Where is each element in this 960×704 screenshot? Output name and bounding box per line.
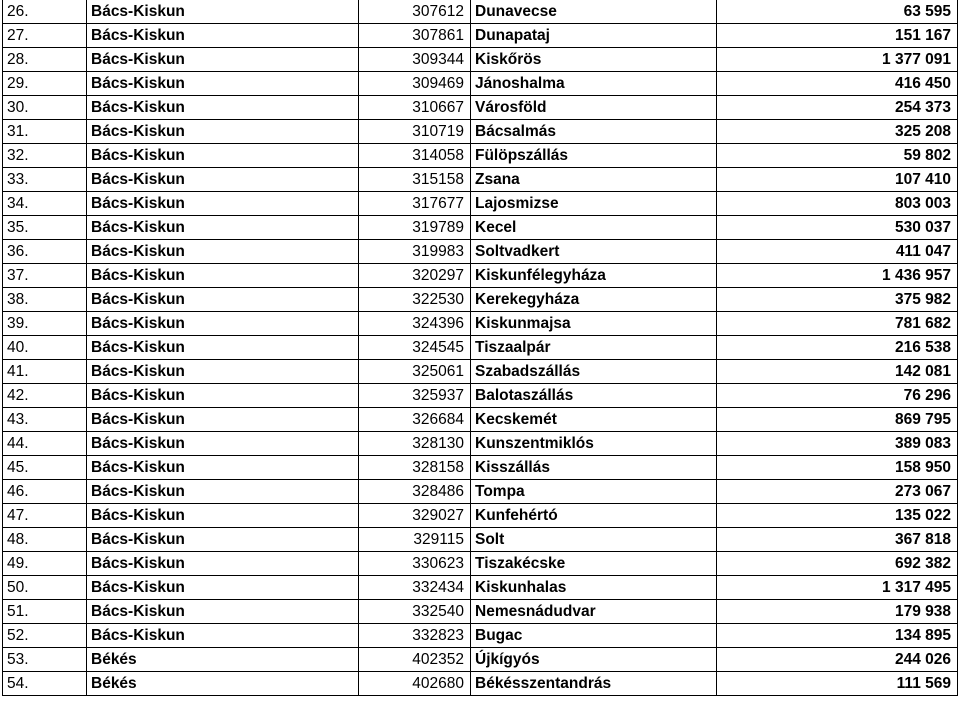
value-cell: 416 450 — [717, 72, 958, 96]
row-number-cell: 36. — [3, 240, 87, 264]
table-row — [3, 168, 958, 192]
settlement-name-cell: Tiszakécske — [471, 552, 717, 576]
settlement-code-cell: 319983 — [359, 240, 471, 264]
county-cell: Bács-Kiskun — [87, 144, 359, 168]
county-cell: Bács-Kiskun — [87, 288, 359, 312]
county-cell: Bács-Kiskun — [87, 336, 359, 360]
settlement-code-cell: 309344 — [359, 48, 471, 72]
value-cell: 107 410 — [717, 168, 958, 192]
value-cell: 1 377 091 — [717, 48, 958, 72]
settlement-name-cell: Balotaszállás — [471, 384, 717, 408]
settlement-code-cell: 332823 — [359, 624, 471, 648]
settlement-name-cell: Solt — [471, 528, 717, 552]
county-cell: Bács-Kiskun — [87, 264, 359, 288]
county-cell: Bács-Kiskun — [87, 576, 359, 600]
table-row — [3, 624, 958, 648]
row-number-cell: 37. — [3, 264, 87, 288]
table-row — [3, 576, 958, 600]
settlement-name-cell: Szabadszállás — [471, 360, 717, 384]
table-row — [3, 0, 958, 24]
row-number-cell: 29. — [3, 72, 87, 96]
table-row — [3, 96, 958, 120]
settlement-code-cell: 329115 — [359, 528, 471, 552]
county-cell: Bács-Kiskun — [87, 72, 359, 96]
settlement-code-cell: 328486 — [359, 480, 471, 504]
county-cell: Békés — [87, 672, 359, 696]
value-cell: 76 296 — [717, 384, 958, 408]
value-cell: 1 436 957 — [717, 264, 958, 288]
settlement-name-cell: Soltvadkert — [471, 240, 717, 264]
table-row — [3, 216, 958, 240]
settlement-name-cell: Kiskőrös — [471, 48, 717, 72]
settlement-code-cell: 326684 — [359, 408, 471, 432]
row-number-cell: 48. — [3, 528, 87, 552]
table-row — [3, 528, 958, 552]
table-row — [3, 384, 958, 408]
table-row — [3, 480, 958, 504]
county-cell: Bács-Kiskun — [87, 120, 359, 144]
settlement-code-cell: 325937 — [359, 384, 471, 408]
row-number-cell: 39. — [3, 312, 87, 336]
row-number-cell: 44. — [3, 432, 87, 456]
county-cell: Bács-Kiskun — [87, 408, 359, 432]
row-number-cell: 46. — [3, 480, 87, 504]
county-cell: Bács-Kiskun — [87, 192, 359, 216]
settlement-code-cell: 324396 — [359, 312, 471, 336]
settlement-name-cell: Lajosmizse — [471, 192, 717, 216]
county-cell: Bács-Kiskun — [87, 216, 359, 240]
settlement-code-cell: 317677 — [359, 192, 471, 216]
settlement-code-cell: 307612 — [359, 0, 471, 24]
row-number-cell: 49. — [3, 552, 87, 576]
settlement-code-cell: 402680 — [359, 672, 471, 696]
value-cell: 325 208 — [717, 120, 958, 144]
row-number-cell: 51. — [3, 600, 87, 624]
row-number-cell: 27. — [3, 24, 87, 48]
table-row — [3, 240, 958, 264]
row-number-cell: 54. — [3, 672, 87, 696]
settlement-name-cell: Bácsalmás — [471, 120, 717, 144]
settlement-name-cell: Dunapataj — [471, 24, 717, 48]
value-cell: 389 083 — [717, 432, 958, 456]
settlement-name-cell: Kunszentmiklós — [471, 432, 717, 456]
row-number-cell: 28. — [3, 48, 87, 72]
settlement-code-cell: 307861 — [359, 24, 471, 48]
row-number-cell: 33. — [3, 168, 87, 192]
county-cell: Bács-Kiskun — [87, 24, 359, 48]
settlement-name-cell: Városföld — [471, 96, 717, 120]
value-cell: 411 047 — [717, 240, 958, 264]
settlement-name-cell: Tiszaalpár — [471, 336, 717, 360]
settlement-code-cell: 332540 — [359, 600, 471, 624]
settlement-name-cell: Kecel — [471, 216, 717, 240]
row-number-cell: 40. — [3, 336, 87, 360]
county-cell: Bács-Kiskun — [87, 384, 359, 408]
settlement-name-cell: Újkígyós — [471, 648, 717, 672]
value-cell: 803 003 — [717, 192, 958, 216]
settlement-code-cell: 315158 — [359, 168, 471, 192]
settlement-code-cell: 325061 — [359, 360, 471, 384]
value-cell: 179 938 — [717, 600, 958, 624]
settlement-name-cell: Fülöpszállás — [471, 144, 717, 168]
settlement-name-cell: Kiskunhalas — [471, 576, 717, 600]
table-row — [3, 312, 958, 336]
value-cell: 254 373 — [717, 96, 958, 120]
settlement-name-cell: Bugac — [471, 624, 717, 648]
settlement-code-cell: 310719 — [359, 120, 471, 144]
value-cell: 134 895 — [717, 624, 958, 648]
table-row — [3, 288, 958, 312]
row-number-cell: 50. — [3, 576, 87, 600]
settlement-code-cell: 330623 — [359, 552, 471, 576]
county-cell: Bács-Kiskun — [87, 168, 359, 192]
table-row — [3, 72, 958, 96]
settlement-code-cell: 319789 — [359, 216, 471, 240]
county-cell: Bács-Kiskun — [87, 240, 359, 264]
table-row — [3, 360, 958, 384]
row-number-cell: 41. — [3, 360, 87, 384]
table-row — [3, 432, 958, 456]
county-cell: Bács-Kiskun — [87, 432, 359, 456]
table-row — [3, 504, 958, 528]
county-cell: Békés — [87, 648, 359, 672]
county-cell: Bács-Kiskun — [87, 312, 359, 336]
row-number-cell: 32. — [3, 144, 87, 168]
county-cell: Bács-Kiskun — [87, 0, 359, 24]
table-row — [3, 552, 958, 576]
table-row — [3, 456, 958, 480]
settlement-name-cell: Kisszállás — [471, 456, 717, 480]
settlement-name-cell: Jánoshalma — [471, 72, 717, 96]
value-cell: 530 037 — [717, 216, 958, 240]
settlement-code-cell: 328130 — [359, 432, 471, 456]
table-row — [3, 672, 958, 696]
county-cell: Bács-Kiskun — [87, 48, 359, 72]
value-cell: 216 538 — [717, 336, 958, 360]
settlement-name-cell: Dunavecse — [471, 0, 717, 24]
county-cell: Bács-Kiskun — [87, 504, 359, 528]
row-number-cell: 31. — [3, 120, 87, 144]
row-number-cell: 53. — [3, 648, 87, 672]
value-cell: 59 802 — [717, 144, 958, 168]
settlement-name-cell: Békésszentandrás — [471, 672, 717, 696]
row-number-cell: 42. — [3, 384, 87, 408]
settlement-code-cell: 310667 — [359, 96, 471, 120]
settlement-name-cell: Tompa — [471, 480, 717, 504]
settlement-code-cell: 309469 — [359, 72, 471, 96]
table-row — [3, 408, 958, 432]
settlement-code-cell: 328158 — [359, 456, 471, 480]
table-row — [3, 144, 958, 168]
county-cell: Bács-Kiskun — [87, 456, 359, 480]
value-cell: 135 022 — [717, 504, 958, 528]
settlement-code-cell: 324545 — [359, 336, 471, 360]
row-number-cell: 34. — [3, 192, 87, 216]
table-row — [3, 24, 958, 48]
table-row — [3, 120, 958, 144]
value-cell: 367 818 — [717, 528, 958, 552]
table-row — [3, 264, 958, 288]
table-row — [3, 192, 958, 216]
county-cell: Bács-Kiskun — [87, 624, 359, 648]
county-cell: Bács-Kiskun — [87, 600, 359, 624]
settlement-name-cell: Nemesnádudvar — [471, 600, 717, 624]
row-number-cell: 52. — [3, 624, 87, 648]
value-cell: 63 595 — [717, 0, 958, 24]
settlement-name-cell: Kerekegyháza — [471, 288, 717, 312]
table-row — [3, 648, 958, 672]
row-number-cell: 26. — [3, 0, 87, 24]
settlement-name-cell: Kecskemét — [471, 408, 717, 432]
row-number-cell: 38. — [3, 288, 87, 312]
value-cell: 869 795 — [717, 408, 958, 432]
county-cell: Bács-Kiskun — [87, 96, 359, 120]
settlement-code-cell: 332434 — [359, 576, 471, 600]
settlement-code-cell: 322530 — [359, 288, 471, 312]
county-cell: Bács-Kiskun — [87, 552, 359, 576]
county-cell: Bács-Kiskun — [87, 360, 359, 384]
value-cell: 273 067 — [717, 480, 958, 504]
value-cell: 142 081 — [717, 360, 958, 384]
county-cell: Bács-Kiskun — [87, 480, 359, 504]
value-cell: 692 382 — [717, 552, 958, 576]
value-cell: 158 950 — [717, 456, 958, 480]
settlement-name-cell: Kiskunmajsa — [471, 312, 717, 336]
table-row — [3, 336, 958, 360]
value-cell: 781 682 — [717, 312, 958, 336]
table-row — [3, 48, 958, 72]
settlement-code-cell: 402352 — [359, 648, 471, 672]
data-table — [2, 0, 958, 696]
settlement-code-cell: 320297 — [359, 264, 471, 288]
county-cell: Bács-Kiskun — [87, 528, 359, 552]
value-cell: 244 026 — [717, 648, 958, 672]
settlement-code-cell: 329027 — [359, 504, 471, 528]
table-body — [3, 0, 958, 696]
settlement-name-cell: Zsana — [471, 168, 717, 192]
value-cell: 375 982 — [717, 288, 958, 312]
table-row — [3, 600, 958, 624]
row-number-cell: 35. — [3, 216, 87, 240]
row-number-cell: 47. — [3, 504, 87, 528]
value-cell: 151 167 — [717, 24, 958, 48]
value-cell: 111 569 — [717, 672, 958, 696]
value-cell: 1 317 495 — [717, 576, 958, 600]
row-number-cell: 30. — [3, 96, 87, 120]
row-number-cell: 45. — [3, 456, 87, 480]
row-number-cell: 43. — [3, 408, 87, 432]
settlement-name-cell: Kunfehértó — [471, 504, 717, 528]
settlement-code-cell: 314058 — [359, 144, 471, 168]
settlement-name-cell: Kiskunfélegyháza — [471, 264, 717, 288]
